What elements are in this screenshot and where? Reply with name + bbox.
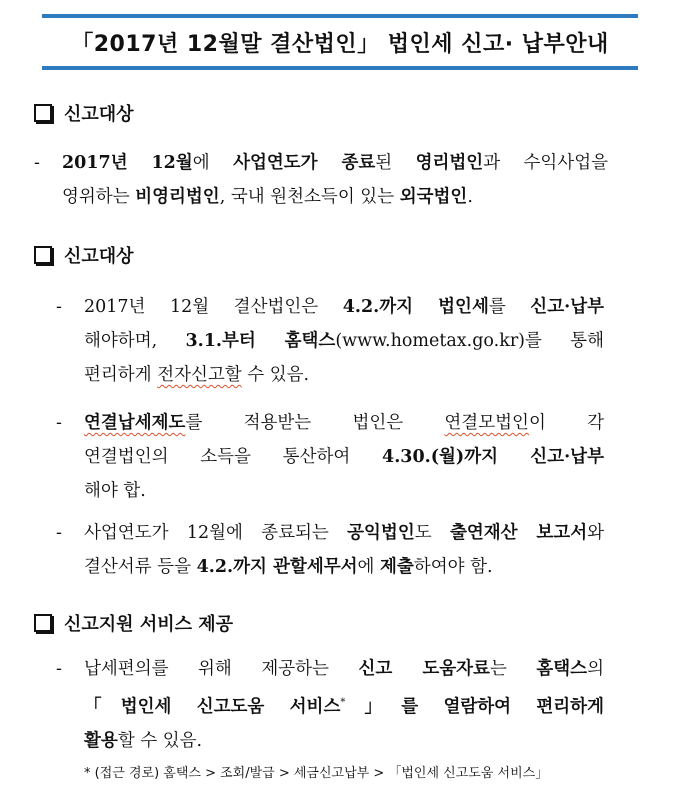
paragraph-5: - 납세편의를 위해 제공하는 신고 도움자료는 홈택스의 「법인세 신고도움 서비스*」를 열람하여 편리하게 활용할 수 있음.: [56, 652, 604, 756]
bullet: -: [56, 297, 62, 317]
section-heading-label: 신고대상: [64, 104, 134, 125]
section-heading-2: [34, 242, 134, 268]
line: 2017년 12월에 사업연도가 종료된 영리법인과 수익사업을: [62, 153, 609, 173]
section-heading-label: 신고지원 서비스 제공: [64, 614, 234, 635]
page-title: 「2017년 12월말 결산법인」 법인세 신고· 납부안내: [42, 14, 638, 70]
bullet: -: [34, 153, 40, 173]
paragraph-2: - 2017년 12월 결산법인은 4.2.까지 법인세를 신고·납부 해야하며, 3.1.부터 홈택스(www.hometax.go.kr)를 통해 편리하게 전자신고할 수 있음.: [56, 290, 604, 394]
checkbox-icon: [34, 104, 52, 122]
paragraph-1: [34, 146, 608, 216]
section-heading-1: [34, 100, 134, 126]
line: 영위하는 비영리법인, 국내 원천소득이 있는 외국법인.: [62, 187, 473, 207]
paragraph-3: - 연결납세제도를 적용받는 법인은 연결모법인이 각 연결법인의 소득을 통산하여 4.30.(월)까지 신고·납부 해야 합.: [56, 406, 604, 510]
paragraph-4: - 사업연도가 12월에 종료되는 공익법인도 출연재산 보고서와 결산서류 등을 4.2.까지 관할세무서에 제출하여야 함.: [56, 516, 604, 586]
checkbox-icon: [34, 246, 52, 264]
bullet: -: [56, 413, 62, 433]
section-heading-3: [34, 610, 233, 636]
checkbox-icon: [34, 614, 52, 632]
section-heading-label: 신고대상: [64, 246, 134, 267]
bullet: -: [56, 659, 62, 679]
footnote: * (접근 경로) 홈택스 > 조회/발급 > 세금신고납부 > 「법인세 신고도움 서비스」: [84, 766, 549, 781]
bullet: -: [56, 523, 62, 543]
